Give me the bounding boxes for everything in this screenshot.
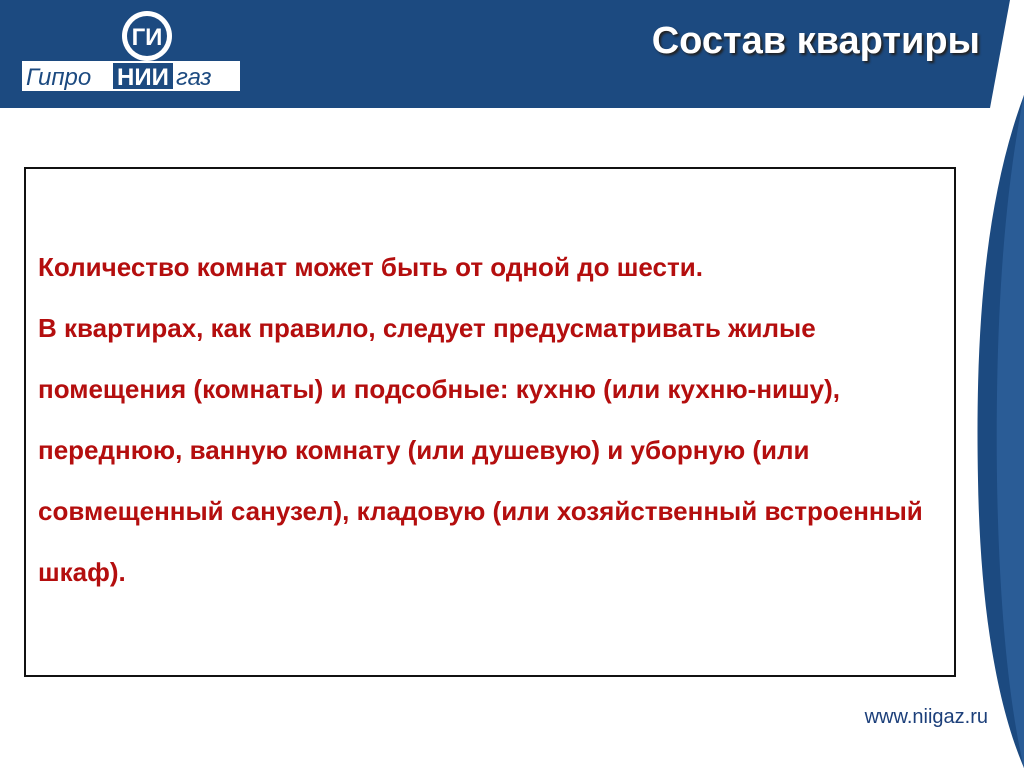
- company-logo: [0, 0, 260, 110]
- content-frame: [24, 167, 956, 677]
- svg-text:Гипро: Гипро: [26, 64, 92, 91]
- website-link[interactable]: www.niigaz.ru: [864, 706, 988, 728]
- slide-title: Состав квартиры: [651, 20, 980, 62]
- paragraph-premises: В квартирах, как правило, следует предусматривать жилые помещения (комнаты) и подсобные: кухню (или кухню-нишу), переднюю, ванную комнату (или душевую) и уборную (или совмещенный санузел), кладовую (или хозяйственный встроенный шкаф).: [38, 313, 923, 587]
- svg-text:НИИ: НИИ: [117, 64, 169, 91]
- svg-text:ГИ: ГИ: [131, 24, 163, 51]
- svg-text:газ: газ: [176, 64, 212, 91]
- content-text: [38, 237, 938, 603]
- paragraph-room-count: Количество комнат может быть от одной до шести.: [38, 252, 703, 282]
